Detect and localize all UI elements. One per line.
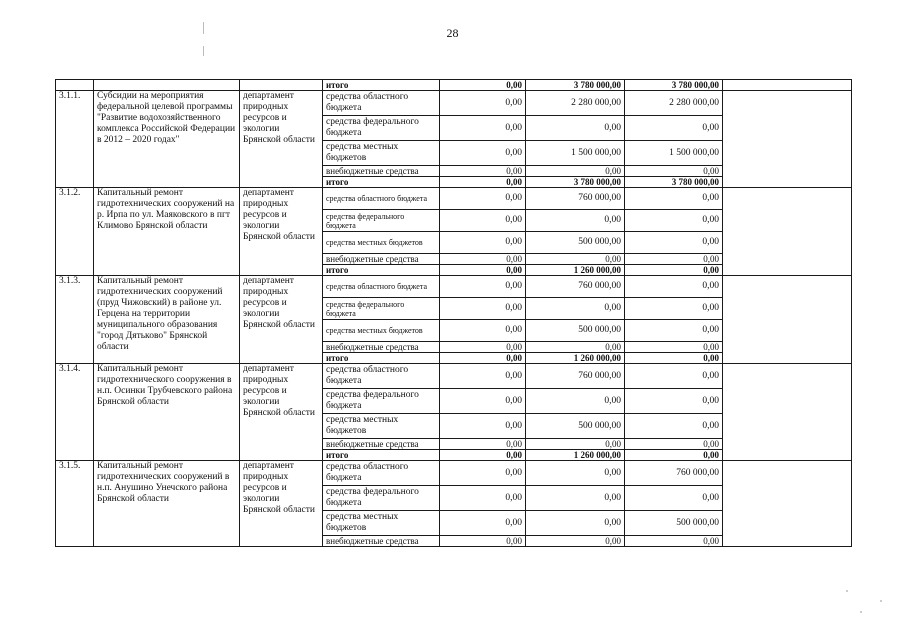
source-cell: средства областного бюджета [323, 188, 440, 210]
value-cell: 3 780 000,00 [625, 80, 723, 91]
value-cell: 0,00 [440, 414, 526, 439]
value-cell: 0,00 [440, 177, 526, 188]
value-cell: 0,00 [440, 320, 526, 342]
source-cell: средства местных бюджетов [323, 141, 440, 166]
table-row [56, 461, 852, 486]
item-name: Капитальный ремонт гидротехнических сооружений (пруд Чижовский) в районе ул. Герцена на территории муниципального образования "город Дятьково" Брянской области [94, 276, 240, 364]
value-cell: 0,00 [440, 298, 526, 320]
source-cell: средства областного бюджета [323, 364, 440, 389]
value-cell: 0,00 [440, 254, 526, 265]
value-cell: 0,00 [625, 414, 723, 439]
empty-cell [723, 276, 852, 364]
value-cell: 0,00 [625, 166, 723, 177]
value-cell: 0,00 [526, 389, 625, 414]
item-executor: департамент природных ресурсов и экологии Брянской области [240, 188, 323, 276]
value-cell: 0,00 [440, 450, 526, 461]
item-number: 3.1.2. [56, 188, 94, 276]
source-cell: средства областного бюджета [323, 91, 440, 116]
source-cell: средства областного бюджета [323, 276, 440, 298]
value-cell: 0,00 [625, 364, 723, 389]
value-cell: 0,00 [625, 232, 723, 254]
value-cell: 0,00 [625, 439, 723, 450]
source-cell: средства федерального бюджета [323, 116, 440, 141]
value-cell: 0,00 [440, 116, 526, 141]
source-cell: итого [323, 265, 440, 276]
source-cell: средства местных бюджетов [323, 414, 440, 439]
value-cell: 0,00 [440, 91, 526, 116]
value-cell: 0,00 [440, 232, 526, 254]
value-cell: 0,00 [625, 276, 723, 298]
value-cell: 0,00 [440, 265, 526, 276]
source-cell: итого [323, 177, 440, 188]
source-cell: итого [323, 80, 440, 91]
table-row [56, 276, 852, 298]
value-cell: 0,00 [526, 210, 625, 232]
value-cell: 0,00 [440, 536, 526, 547]
empty-cell [56, 80, 94, 91]
value-cell: 0,00 [625, 450, 723, 461]
source-cell: итого [323, 353, 440, 364]
value-cell: 0,00 [625, 536, 723, 547]
scan-dot [846, 590, 848, 592]
value-cell: 0,00 [440, 188, 526, 210]
item-number: 3.1.4. [56, 364, 94, 461]
item-executor: департамент природных ресурсов и экологии Брянской области [240, 276, 323, 364]
value-cell: 0,00 [440, 276, 526, 298]
empty-cell [723, 461, 852, 547]
item-number: 3.1.3. [56, 276, 94, 364]
empty-cell [723, 188, 852, 276]
value-cell: 0,00 [526, 166, 625, 177]
value-cell: 0,00 [526, 536, 625, 547]
value-cell: 0,00 [625, 389, 723, 414]
item-executor: департамент природных ресурсов и экологии Брянской области [240, 461, 323, 547]
source-cell: итого [323, 450, 440, 461]
item-executor: департамент природных ресурсов и экологии Брянской области [240, 91, 323, 188]
value-cell: 2 280 000,00 [625, 91, 723, 116]
value-cell: 0,00 [440, 166, 526, 177]
value-cell: 0,00 [440, 389, 526, 414]
source-cell: средства местных бюджетов [323, 320, 440, 342]
value-cell: 760 000,00 [526, 188, 625, 210]
empty-cell [723, 91, 852, 188]
source-cell: средства федерального бюджета [323, 298, 440, 320]
value-cell: 0,00 [440, 486, 526, 511]
value-cell: 500 000,00 [526, 414, 625, 439]
empty-cell [723, 364, 852, 461]
value-cell: 760 000,00 [625, 461, 723, 486]
source-cell: внебюджетные средства [323, 439, 440, 450]
scan-dot [860, 611, 862, 613]
value-cell: 760 000,00 [526, 276, 625, 298]
source-cell: средства областного бюджета [323, 461, 440, 486]
source-cell: внебюджетные средства [323, 254, 440, 265]
source-cell: средства местных бюджетов [323, 232, 440, 254]
value-cell: 0,00 [625, 342, 723, 353]
value-cell: 0,00 [625, 486, 723, 511]
budget-table [55, 79, 852, 547]
value-cell: 0,00 [625, 210, 723, 232]
value-cell: 0,00 [526, 116, 625, 141]
value-cell: 0,00 [625, 116, 723, 141]
value-cell: 0,00 [440, 342, 526, 353]
source-cell: средства федерального бюджета [323, 389, 440, 414]
value-cell: 0,00 [440, 210, 526, 232]
scan-dot [880, 600, 882, 602]
value-cell: 0,00 [526, 298, 625, 320]
item-number: 3.1.1. [56, 91, 94, 188]
value-cell: 0,00 [625, 353, 723, 364]
value-cell: 0,00 [440, 364, 526, 389]
source-cell: средства местных бюджетов [323, 511, 440, 536]
empty-cell [240, 80, 323, 91]
scan-mark [203, 22, 204, 34]
source-cell: внебюджетные средства [323, 166, 440, 177]
item-executor: департамент природных ресурсов и экологии Брянской области [240, 364, 323, 461]
item-name: Капитальный ремонт гидротехнических сооружений в н.п. Анушино Унечского района Брянской области [94, 461, 240, 547]
value-cell: 0,00 [625, 265, 723, 276]
table-row [56, 188, 852, 210]
source-cell: внебюджетные средства [323, 342, 440, 353]
value-cell: 0,00 [625, 298, 723, 320]
value-cell: 500 000,00 [625, 511, 723, 536]
scan-mark [203, 46, 204, 56]
item-name: Капитальный ремонт гидротехнических сооружений на р. Ирпа по ул. Маяковского в пгт Климово Брянской области [94, 188, 240, 276]
table-row-top-total [56, 80, 852, 91]
value-cell: 500 000,00 [526, 320, 625, 342]
value-cell: 0,00 [526, 511, 625, 536]
value-cell: 3 780 000,00 [625, 177, 723, 188]
value-cell: 1 260 000,00 [526, 265, 625, 276]
value-cell: 0,00 [526, 486, 625, 511]
value-cell: 0,00 [440, 439, 526, 450]
item-name: Субсидии на мероприятия федеральной целевой программы "Развитие водохозяйственного комплекса Российской Федерации в 2012 – 2020 годах" [94, 91, 240, 188]
item-name: Капитальный ремонт гидротехнического сооружения в н.п. Осинки Трубчевского района Брянской области [94, 364, 240, 461]
value-cell: 1 260 000,00 [526, 353, 625, 364]
value-cell: 3 780 000,00 [526, 80, 625, 91]
value-cell: 0,00 [625, 320, 723, 342]
value-cell: 0,00 [526, 461, 625, 486]
value-cell: 2 280 000,00 [526, 91, 625, 116]
value-cell: 0,00 [625, 188, 723, 210]
value-cell: 0,00 [440, 461, 526, 486]
value-cell: 0,00 [526, 254, 625, 265]
value-cell: 0,00 [526, 342, 625, 353]
value-cell: 0,00 [440, 353, 526, 364]
value-cell: 500 000,00 [526, 232, 625, 254]
table-row [56, 91, 852, 116]
value-cell: 0,00 [440, 80, 526, 91]
value-cell: 0,00 [625, 254, 723, 265]
page-number: 28 [446, 26, 459, 40]
value-cell: 0,00 [526, 439, 625, 450]
value-cell: 760 000,00 [526, 364, 625, 389]
value-cell: 1 260 000,00 [526, 450, 625, 461]
value-cell: 1 500 000,00 [526, 141, 625, 166]
table-row [56, 364, 852, 389]
item-number: 3.1.5. [56, 461, 94, 547]
empty-cell [94, 80, 240, 91]
source-cell: средства федерального бюджета [323, 486, 440, 511]
source-cell: внебюджетные средства [323, 536, 440, 547]
value-cell: 3 780 000,00 [526, 177, 625, 188]
empty-cell [723, 80, 852, 91]
value-cell: 0,00 [440, 511, 526, 536]
value-cell: 1 500 000,00 [625, 141, 723, 166]
source-cell: средства федерального бюджета [323, 210, 440, 232]
value-cell: 0,00 [440, 141, 526, 166]
